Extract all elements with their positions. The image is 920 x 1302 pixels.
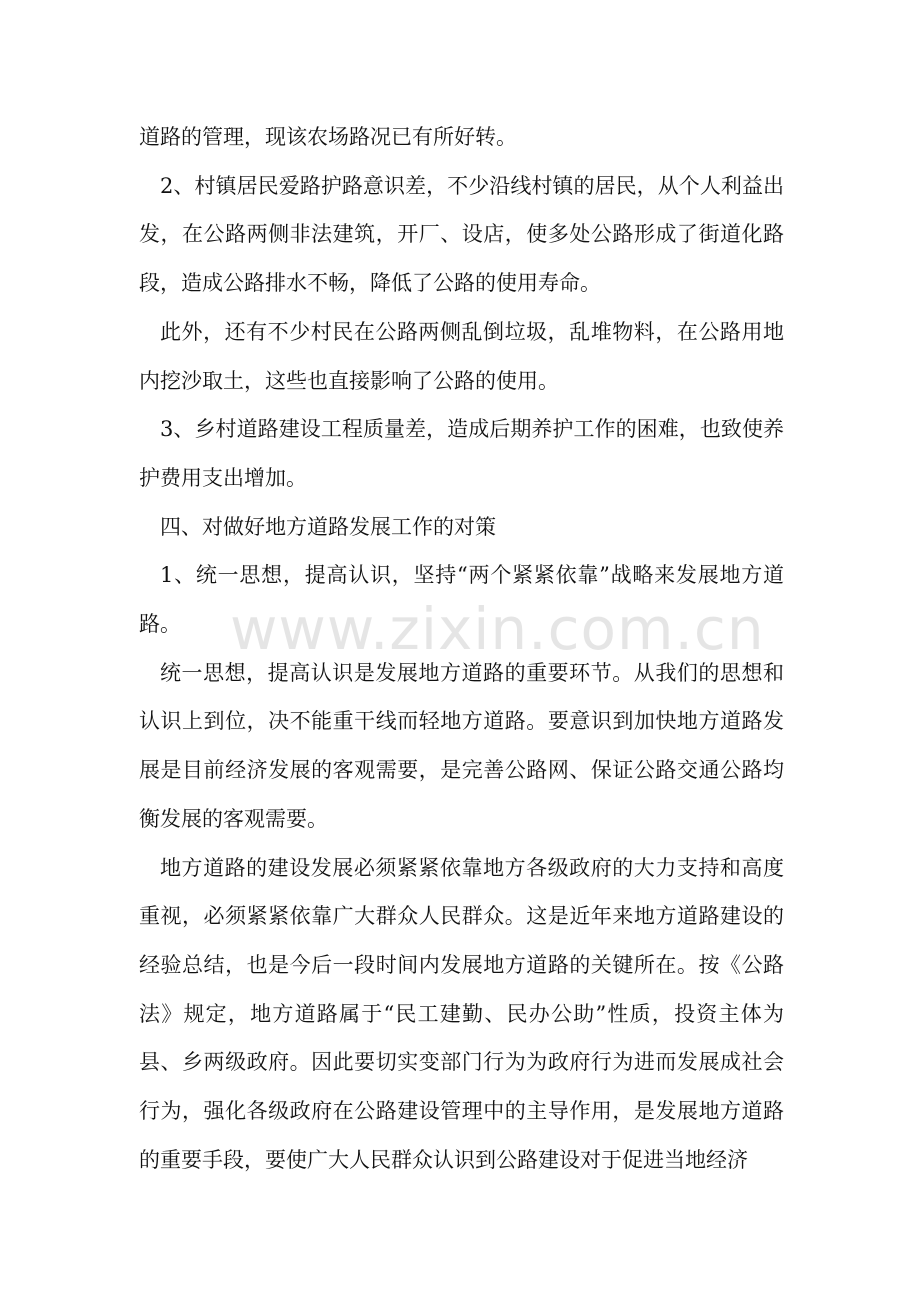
paragraph-7: 统一思想，提高认识是发展地方道路的重要环节。从我们的思想和认识上到位，决不能重干线而轻地方道路。要意识到加快地方道路发展是目前经济发展的客观需要，是完善公路网、保证公路交通公路均衡发展的客观需要。 [139,660,784,831]
section-heading: 四、对做好地方道路发展工作的对策 [160,514,496,539]
paragraph-6: 1、统一思想，提高认识，坚持“两个紧紧依靠”战略来发展地方道路。 [139,563,784,637]
paragraph-2: 2、村镇居民爱路护路意识差，不少沿线村镇的居民，从个人利益出发，在公路两侧非法建筑，开厂、设店，使多处公路形成了街道化路段，造成公路排水不畅，降低了公路的使用寿命。 [139,173,784,296]
document-body [139,113,784,1184]
paragraph-8: 地方道路的建设发展必须紧紧依靠地方各级政府的大力支持和高度重视，必须紧紧依靠广大群众人民群众。这是近年来地方道路建设的经验总结，也是今后一段时间内发展地方道路的关键所在。按《公路法》规定，地方道路属于“民工建勤、民办公助”性质，投资主体为县、乡两级政府。因此要切实变部门行为为政府行为进而发展成社会行为，强化各级政府在公路建设管理中的主导作用，是发展地方道路的重要手段，要使广大人民群众认识到公路建设对于促进当地经济 [139,855,784,1172]
paragraph-1: 道路的管理，现该农场路况已有所好转。 [139,125,517,149]
watermark: www.zixin.com.cn [230,595,765,663]
paragraph-4: 3、乡村道路建设工程质量差，造成后期养护工作的困难，也致使养护费用支出增加。 [139,417,784,490]
paragraph-3: 此外，还有不少村民在公路两侧乱倒垃圾，乱堆物料，在公路用地内挖沙取土，这些也直接影响了公路的使用。 [139,319,784,393]
